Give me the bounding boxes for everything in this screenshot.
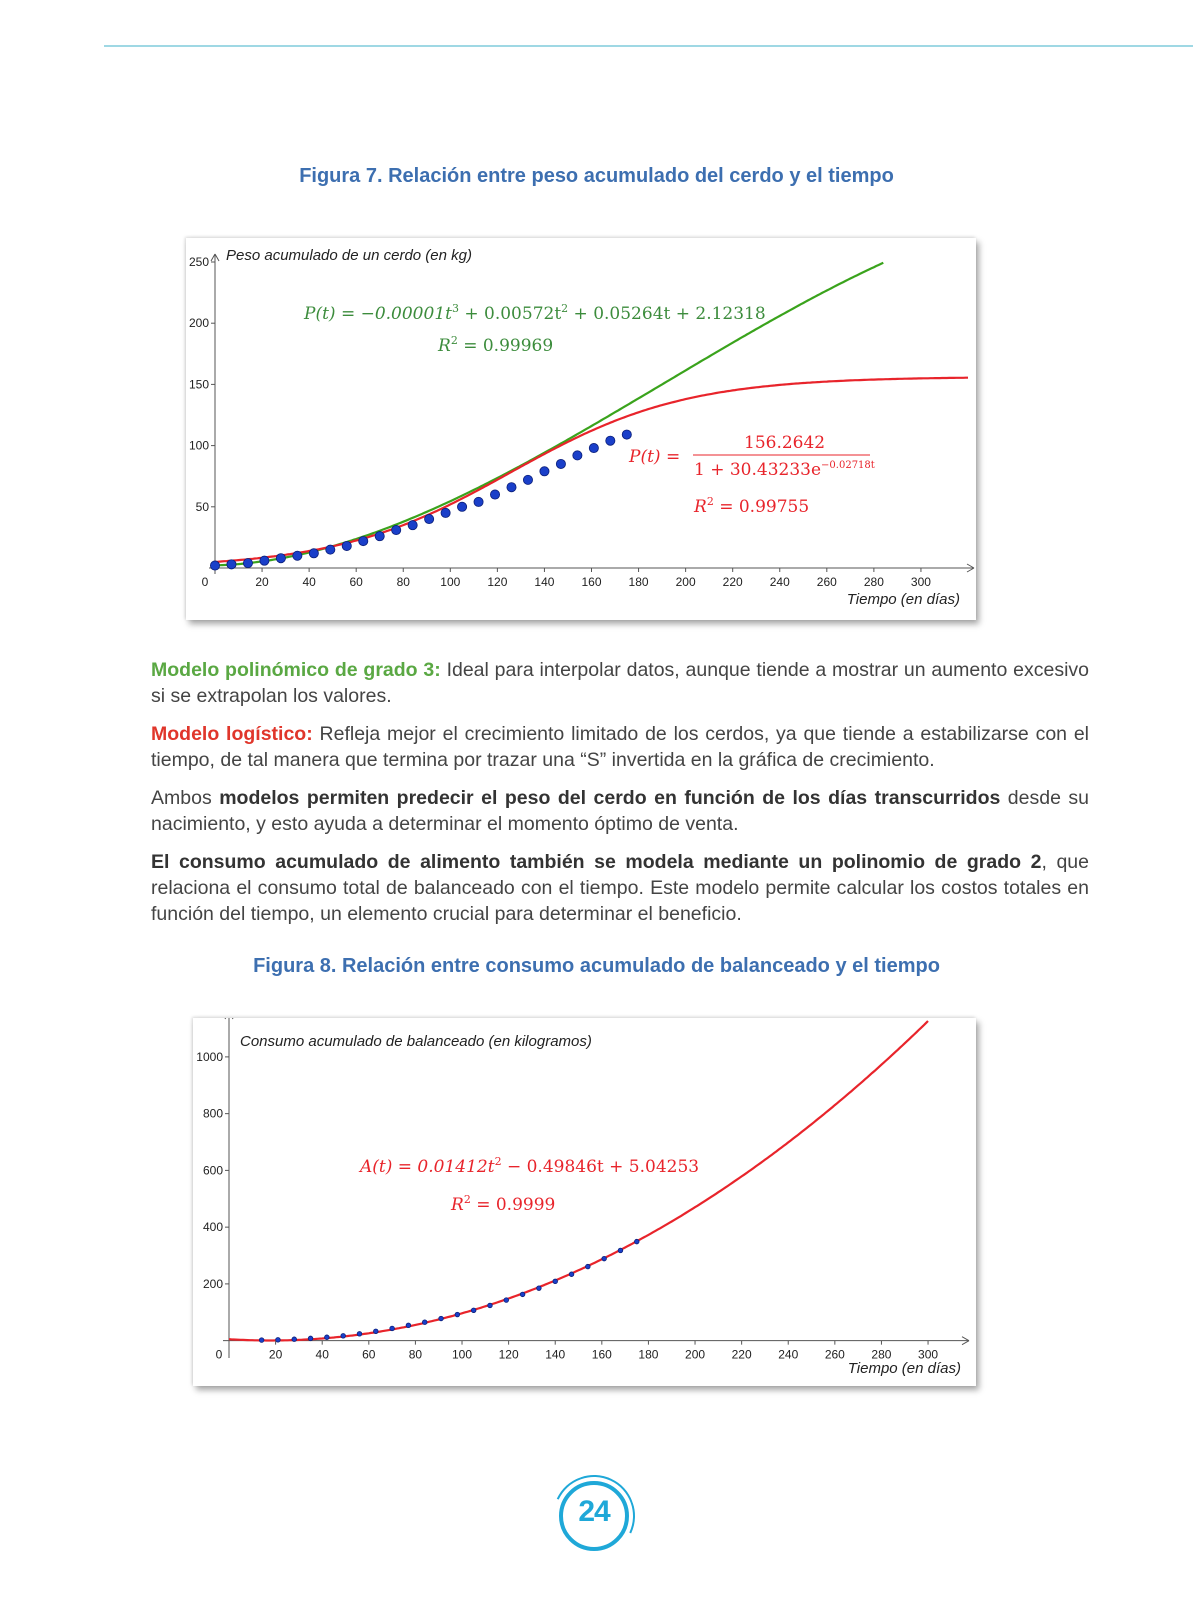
consumption-text: , que relaciona el consumo total de balanceado con el tiempo. Este modelo permite calcular los costos totales en función del tiempo, un elemento crucial para determinar el beneficio.: [151, 851, 1089, 925]
data-point: [439, 1316, 444, 1321]
polynomial-fit-curve: [229, 1021, 928, 1341]
polynomial-model-label: Modelo polinómico de grado 3:: [151, 659, 441, 681]
data-point: [586, 1264, 591, 1269]
weight-chart-title: Peso acumulado de un cerdo (en kg): [226, 247, 472, 264]
figure-7-chart: [186, 238, 976, 620]
data-point: [259, 1338, 264, 1343]
feed-chart-xlabel: Tiempo (en días): [847, 1360, 961, 1377]
x-tick-label: 120: [498, 1347, 519, 1362]
x-tick-label: 160: [591, 1347, 612, 1362]
poly-r2: $R^2 = 0.99969$: [438, 334, 554, 356]
logistic-model-label: Modelo logístico:: [151, 723, 313, 745]
data-point: [406, 1323, 411, 1328]
x-tick-label: 180: [638, 1347, 659, 1362]
x-tick-label: 220: [731, 1347, 752, 1362]
data-point: [523, 475, 532, 484]
both-models-pre: Ambos: [151, 787, 220, 809]
y-tick-label: 100: [188, 438, 209, 453]
consumption-bold: El consumo acumulado de alimento también se modela mediante un polinomio de grado 2: [151, 851, 1042, 873]
figure-8-chart: [193, 1018, 976, 1386]
x-tick-label: 260: [824, 1347, 845, 1362]
data-point: [622, 430, 631, 439]
data-point: [634, 1239, 639, 1244]
weight-chart-svg: [186, 238, 976, 620]
weight-chart-xlabel: Tiempo (en días): [846, 591, 960, 608]
x-tick-label: 60: [362, 1347, 376, 1362]
poly-equation: $P(t) = -0.00001t^3 + 0.00572t^2 + 0.05264t + 2.12318$: [304, 302, 766, 324]
data-point: [455, 1312, 460, 1317]
data-point: [507, 483, 516, 492]
polynomial-model-text: Ideal para interpolar datos, aunque tiende a mostrar un aumento excesivo si se extrapolan los valores.: [151, 659, 1089, 707]
x-tick-label: 140: [545, 1347, 566, 1362]
x-tick-label: 300: [910, 575, 931, 589]
logistic-numerator: 156.2642: [744, 433, 826, 453]
feed-chart-title: Consumo acumulado de balanceado (en kilogramos): [240, 1033, 592, 1050]
feed-r2: $R^2 = 0.9999$: [451, 1193, 556, 1215]
data-point: [342, 541, 351, 550]
x-tick-label: 180: [628, 575, 649, 589]
data-point: [326, 545, 335, 554]
data-point: [573, 451, 582, 460]
data-point: [602, 1256, 607, 1261]
y-tick-label: 150: [188, 377, 209, 392]
x-tick-label: 260: [816, 575, 837, 589]
data-point: [540, 467, 549, 476]
page-number-badge: [555, 1477, 631, 1553]
top-rule: [104, 45, 1193, 47]
data-point: [490, 490, 499, 499]
x-tick-label: 240: [778, 1347, 799, 1362]
paragraph-logistic: [151, 721, 1089, 773]
data-point: [589, 443, 598, 452]
data-point: [606, 436, 615, 445]
logistic-r2: $R^2 = 0.99755$: [694, 495, 810, 517]
y-tick-label: 200: [188, 316, 209, 331]
x-tick-label: 160: [581, 575, 602, 589]
data-point: [425, 514, 434, 523]
x-tick-label: 280: [871, 1347, 892, 1362]
x-tick-label: 20: [268, 1347, 283, 1362]
data-point: [359, 536, 368, 545]
y-tick-label: 800: [202, 1106, 223, 1121]
logistic-denominator: $1 + 30.43233e^{-0.02718t}$: [694, 460, 875, 480]
y-tick-label: 600: [202, 1163, 223, 1178]
y-tick-label: 200: [202, 1276, 223, 1291]
data-point: [474, 497, 483, 506]
x-tick-label: 200: [685, 1347, 706, 1362]
x-tick-label: 0: [201, 575, 209, 589]
x-tick-label: 60: [349, 575, 363, 589]
page-number: 24: [578, 1495, 610, 1528]
y-tick-label: 400: [202, 1220, 223, 1235]
figure-7-caption: Figura 7. Relación entre peso acumulado del cerdo y el tiempo: [299, 165, 894, 187]
data-point: [227, 560, 236, 569]
x-tick-label: 80: [396, 575, 410, 589]
data-point: [556, 459, 565, 468]
y-tick-label: 50: [195, 499, 209, 514]
x-tick-label: 80: [408, 1347, 423, 1362]
data-point: [292, 1337, 297, 1342]
x-tick-label: 0: [215, 1347, 223, 1362]
x-tick-label: 220: [722, 575, 743, 589]
data-point: [308, 1336, 313, 1341]
body-text: [151, 657, 1089, 939]
data-point: [309, 549, 318, 558]
x-tick-label: 20: [255, 575, 269, 589]
data-point: [341, 1334, 346, 1339]
data-point: [441, 508, 450, 517]
y-tick-label: 1000: [196, 1049, 223, 1064]
data-point: [293, 551, 302, 560]
data-point: [504, 1298, 509, 1303]
both-models-text: desde su nacimiento, y esto ayuda a determinar el momento óptimo de venta.: [151, 787, 1090, 835]
figure-8-caption: Figura 8. Relación entre consumo acumulado de balanceado y el tiempo: [253, 955, 940, 977]
x-tick-label: 300: [918, 1347, 939, 1362]
data-point: [276, 1337, 281, 1342]
x-tick-label: 100: [452, 1347, 473, 1362]
data-point: [390, 1326, 395, 1331]
data-point: [210, 561, 219, 570]
logistic-model-text: Refleja mejor el crecimiento limitado de los cerdos, ya que tiende a estabilizarse con el tiempo, de tal manera que termina por trazar una “S” invertida en la gráfica de crecimiento.: [151, 723, 1089, 771]
data-point: [488, 1303, 493, 1308]
x-tick-label: 100: [440, 575, 461, 589]
x-tick-label: 140: [534, 575, 555, 589]
x-tick-label: 40: [315, 1347, 329, 1362]
data-point: [325, 1335, 330, 1340]
data-point: [408, 521, 417, 530]
paragraph-polynomial: [151, 657, 1089, 709]
y-tick-label: 250: [188, 255, 209, 269]
x-tick-label: 280: [863, 575, 884, 589]
data-point: [374, 1329, 379, 1334]
data-point: [276, 554, 285, 563]
data-point: [243, 559, 252, 568]
data-point: [553, 1279, 558, 1284]
both-models-bold: modelos permiten predecir el peso del cerdo en función de los días transcurridos: [219, 787, 1001, 809]
data-point: [471, 1308, 476, 1313]
x-tick-label: 120: [487, 575, 508, 589]
data-point: [457, 502, 466, 511]
data-point: [520, 1292, 525, 1297]
x-tick-label: 240: [769, 575, 790, 589]
data-point: [422, 1320, 427, 1325]
data-point: [537, 1286, 542, 1291]
feed-equation: $A(t) = 0.01412t^2 - 0.49846t + 5.04253$: [360, 1155, 700, 1177]
feed-chart-svg: [193, 1018, 976, 1386]
data-point: [357, 1332, 362, 1337]
data-point: [392, 525, 401, 534]
x-tick-label: 200: [675, 575, 696, 589]
logistic-lhs: P(t) =: [629, 447, 681, 467]
data-point: [260, 556, 269, 565]
data-point: [375, 532, 384, 541]
paragraph-consumption: [151, 849, 1089, 927]
data-point: [569, 1272, 574, 1277]
x-tick-label: 40: [302, 575, 316, 589]
data-point: [618, 1248, 623, 1253]
paragraph-both-models: [151, 785, 1089, 837]
